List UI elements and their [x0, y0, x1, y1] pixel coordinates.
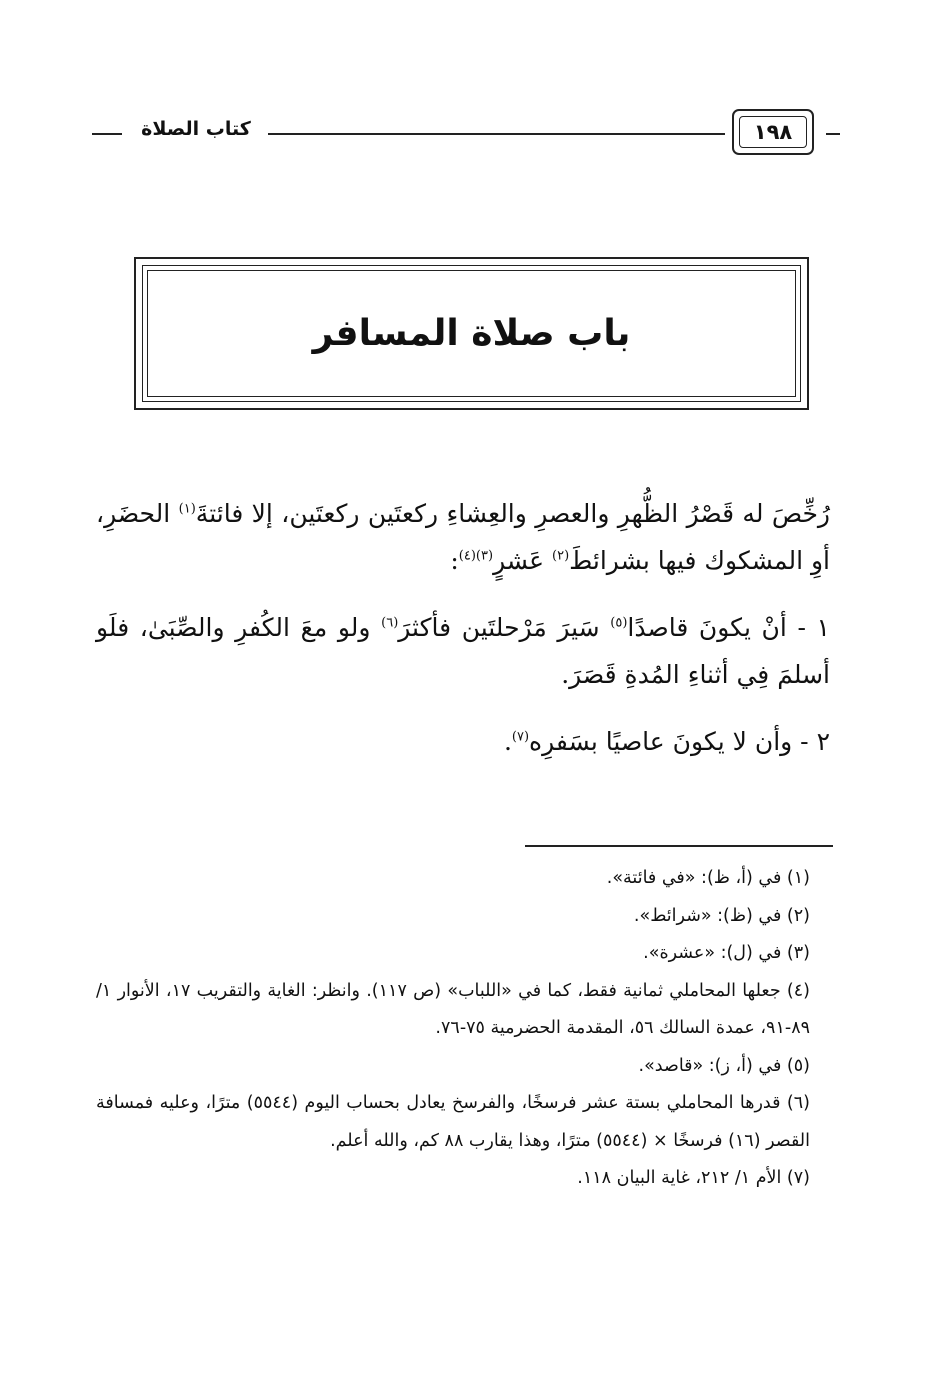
footnote-ref: (٥): [610, 615, 628, 631]
header-rule-right: [826, 133, 840, 135]
footnote-separator: [525, 845, 833, 847]
footnote-ref: (١): [178, 501, 196, 517]
footnote-ref: (٣)(٤): [458, 548, 494, 564]
footnote: (٧) الأم ١/ ٢١٢، غاية البيان ١١٨.: [577, 1168, 810, 1188]
main-text: [96, 490, 830, 785]
chapter-title-frame: [134, 257, 809, 410]
header-rule-left: [92, 133, 122, 135]
header-rule: [268, 133, 725, 135]
page-header: [92, 108, 839, 158]
footnote: (٢) في (ظ): «شرائط».: [633, 905, 810, 926]
footnote: (١) في (أ، ظ): «في فائتة».: [606, 868, 810, 888]
page-number-frame: [732, 109, 814, 155]
page-number: ١٩٨: [739, 116, 807, 148]
intro-paragraph: رُخِّصَ له قَصْرُ الظُّهرِ والعصرِ والعِشاءِ ركعتَين ركعتَين، إلا فائتةَ$^{(١)}$ الحضَرِ، أوِ المشكوك فيها بشرائطَ$^{(٢)}$ عَشرٍ$^{(٣)(٤)}$:: [96, 499, 830, 575]
footnote: (٦) قدرها المحاملي بستة عشر فرسخًا، والفرسخ يعادل بحساب اليوم (٥٥٤٤) مترًا، وعليه فمسافة القصر (١٦) فرسخًا × (٥٥٤٤) مترًا، وهذا يقارب ٨٨ كم، والله أعلم.: [96, 1093, 810, 1151]
footnote: (٣) في (ل): «عشرة».: [643, 943, 810, 963]
condition-2: ٢ - وأن لا يكونَ عاصيًا بسَفرِه$^{(٧)}$.: [503, 727, 830, 756]
footnote-ref: (٢): [552, 548, 570, 564]
chapter-title: باب صلاة المسافر: [312, 313, 631, 354]
condition-1: ١ - أنْ يكونَ قاصدًا$^{(٥)}$ سَيرَ مَرْحلتَين فأكثرَ$^{(٦)}$ ولو معَ الكُفرِ والصِّبَىٰ، فلَو أسلمَ فِي أثناءِ المُدةِ قَصَرَ.: [96, 613, 830, 689]
footnote: (٤) جعلها المحاملي ثمانية فقط، كما في «اللباب» (ص ١١٧). وانظر: الغاية والتقريب ١٧، الأنوار ١/ ٨٩-٩١، عمدة السالك ٥٦، المقدمة الحضرمية ٧٥-٧٦.: [96, 980, 810, 1038]
footnotes: [96, 860, 834, 1198]
footnote: (٥) في (أ، ز): «قاصد».: [638, 1055, 810, 1076]
footnote-ref: (٧): [511, 729, 530, 745]
footnote-ref: (٦): [381, 615, 399, 631]
running-head: كتاب الصلاة: [141, 118, 251, 140]
